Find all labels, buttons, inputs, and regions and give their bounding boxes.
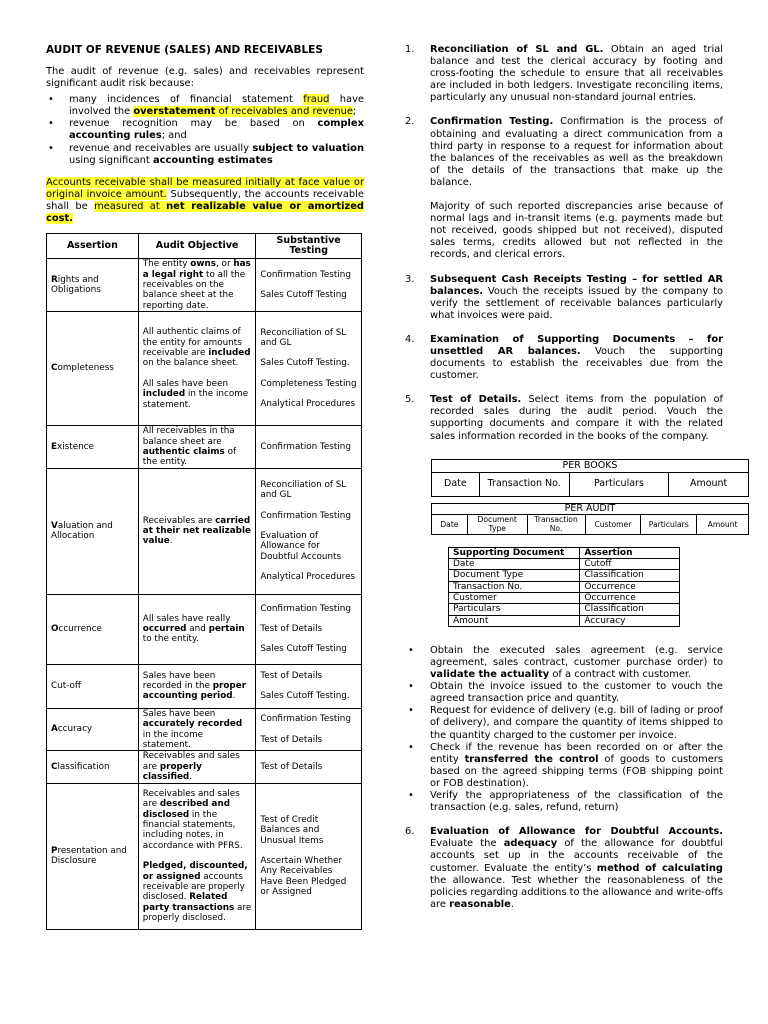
testing-cell: Confirmation Testing: [256, 426, 362, 469]
assertion-cell: Occurrence: [47, 594, 139, 664]
testing-cell: Reconciliation of SL and GL Sales Cutoff Testing. Completeness Testing Analytical Procedures: [256, 312, 362, 426]
table-row: [47, 468, 362, 594]
assertion-cell: Presentation and Disclosure: [47, 783, 139, 929]
intro-paragraph: The audit of revenue (e.g. sales) and receivables represent significant audit risk because:: [46, 66, 364, 90]
column-header: Audit Objective: [138, 234, 256, 259]
procedure-item: 4. Examination of Supporting Documents – for unsettled AR balances. Vouch the supporting documents to establish the receivables due from the customer.: [405, 333, 723, 382]
objective-cell: Sales have been accurately recorded in the income statement.: [138, 708, 256, 751]
procedure-item: 1. Reconciliation of SL and GL. Obtain an aged trial balance and test the clerical accuracy by footing and cross-footing the schedule to ensure that all receivables are included in both ledgers. Investigate reconciling items, particularly any unusual non-standard journal entries.: [405, 44, 723, 104]
column-header: Assertion: [580, 547, 680, 558]
table-row: [47, 708, 362, 751]
testing-cell: Test of Details: [256, 751, 362, 783]
table-row: Date Cutoff: [449, 559, 680, 570]
procedure-list: [405, 44, 723, 443]
column-header: Supporting Document: [449, 547, 580, 558]
column-header: Assertion: [47, 234, 139, 259]
column-header: Date: [432, 473, 480, 497]
table-row: [47, 426, 362, 469]
column-header: Particulars: [569, 473, 669, 497]
assertion-cell: Rights and Obligations: [47, 259, 139, 312]
objective-cell: The entity owns, or has a legal right to all the receivables on the balance sheet at the reporting date.: [138, 259, 256, 312]
testing-cell: Confirmation Testing Sales Cutoff Testing: [256, 259, 362, 312]
testing-cell: Test of Details Sales Cutoff Testing.: [256, 664, 362, 708]
procedure-item: 2. Confirmation Testing. Confirmation is the process of obtaining and evaluating a direct communication from a third party in response to a request for information about the balances of the receivables as well as the breakdown of the details of the transactions that make up the balance. Majority of such reported discrepancies arise because of normal lags and in-transit items (e.g. payments made but not received, goods shipped but not received), disputed sales terms, credits allowed but not reflected in the records, and clerical errors.: [405, 116, 723, 261]
column-header: Transaction No.: [527, 515, 585, 534]
table-row: Customer Occurrence: [449, 593, 680, 604]
column-header: Customer: [585, 515, 641, 534]
column-header: Particulars: [641, 515, 697, 534]
testing-cell: Confirmation Testing Test of Details Sales Cutoff Testing: [256, 594, 362, 664]
table-row: Document Type Classification: [449, 570, 680, 581]
list-item: • Obtain the invoice issued to the customer to vouch the agreed transaction price and quantity.: [405, 681, 723, 705]
assertion-table: [46, 233, 362, 930]
left-column: [46, 38, 364, 930]
list-item: • Obtain the executed sales agreement (e.g. service agreement, sales contract, customer purchase order) to validate the actuality of a contract with customer.: [405, 645, 723, 681]
procedure-list-continued: [405, 826, 723, 911]
objective-cell: Receivables and sales are properly classified.: [138, 751, 256, 783]
list-item: • Verify the appropriateness of the classification of the transaction (e.g. sales, refund, return): [405, 790, 723, 814]
assertion-cell: Accuracy: [47, 708, 139, 751]
assertion-cell: Cut-off: [47, 664, 139, 708]
right-column: [405, 44, 738, 923]
objective-cell: Receivables are carried at their net realizable value.: [138, 468, 256, 594]
list-item: • revenue and receivables are usually subject to valuation using significant accounting estimates: [46, 143, 364, 167]
list-item: • revenue recognition may be based on complex accounting rules; and: [46, 118, 364, 142]
assertion-cell: Existence: [47, 426, 139, 469]
testing-cell: Confirmation Testing Test of Details: [256, 708, 362, 751]
per-books-table: [431, 459, 749, 498]
procedure-item: 3. Subsequent Cash Receipts Testing – for settled AR balances. Vouch the receipts issued by the company to verify the settlement of receivable balances particularly what invoices were paid.: [405, 273, 723, 321]
list-item: • Request for evidence of delivery (e.g. bill of lading or proof of delivery), and compare the quantity of items shipped to the quantity charged to the customer per invoice.: [405, 705, 723, 741]
objective-cell: Receivables and sales are described and disclosed in the financial statements, including notes, in accordance with PFRS. Pledged, discounted, or assigned accounts receivable are properly disclosed. Related party transactions are properly disclosed.: [138, 783, 256, 929]
document-title: AUDIT OF REVENUE (SALES) AND RECEIVABLES: [46, 44, 323, 56]
column-header: Document Type: [467, 515, 527, 534]
testing-cell: Reconciliation of SL and GL Confirmation Testing Evaluation of Allowance for Doubtful Accounts Analytical Procedures: [256, 468, 362, 594]
measurement-paragraph: Accounts receivable shall be measured initially at face value or original invoice amount. Subsequently, the accounts receivable shall be measured at net realizable value or amortized cost.: [46, 176, 364, 225]
list-item: • many incidences of financial statement fraud have involved the overstatement of receivables and revenue;: [46, 94, 364, 118]
per-audit-table: [431, 503, 749, 535]
objective-cell: All receivables in tha balance sheet are authentic claims of the entity.: [138, 426, 256, 469]
assertion-cell: Classification: [47, 751, 139, 783]
table-row: Transaction No. Occurrence: [449, 581, 680, 592]
per-audit-title: PER AUDIT: [432, 504, 749, 515]
column-header: Amount: [669, 473, 749, 497]
table-header-row: [47, 234, 362, 259]
table-row: [47, 312, 362, 426]
table-row: [47, 664, 362, 708]
column-header: Date: [432, 515, 468, 534]
column-header: Substantive Testing: [256, 234, 362, 259]
testing-cell: Test of Credit Balances and Unusual Items Ascertain Whether Any Receivables Have Been Pledged or Assigned: [256, 783, 362, 929]
assertion-cell: Valuation and Allocation: [47, 468, 139, 594]
test-of-details-bullets: [405, 645, 723, 814]
table-row: [47, 259, 362, 312]
objective-cell: Sales have been recorded in the proper accounting period.: [138, 664, 256, 708]
objective-cell: All sales have really occurred and pertain to the entity.: [138, 594, 256, 664]
column-header: Transaction No.: [479, 473, 569, 497]
column-header: Amount: [697, 515, 749, 534]
list-item: • Check if the revenue has been recorded on or after the entity transferred the control of goods to customers based on the agreed shipping terms (FOB shipping point or FOB destination).: [405, 742, 723, 790]
table-row: Amount Accuracy: [449, 615, 680, 626]
per-books-title: PER BOOKS: [432, 459, 749, 473]
objective-cell: All authentic claims of the entity for amounts receivable are included on the balance sheet. All sales have been included in the income statement.: [138, 312, 256, 426]
table-row: [47, 751, 362, 783]
procedure-item: 5. Test of Details. Select items from the population of recorded sales during the audit period. Vouch the supporting documents and compare it with the related sales information recorded in the books of the company.: [405, 394, 723, 442]
risk-bullet-list: [46, 94, 364, 167]
discrepancy-paragraph: Majority of such reported discrepancies arise because of normal lags and in-transit items (e.g. payments made but not received, goods shipped but not received), disputed sales terms, credits allowed but not reflected in the records, and clerical errors.: [430, 201, 723, 261]
assertion-cell: Completeness: [47, 312, 139, 426]
procedure-item: 6. Evaluation of Allowance for Doubtful Accounts. Evaluate the adequacy of the allowance for doubtful accounts set up in the accounts receivable of the customer. Evaluate the entity’s method of calculating the allowance. Test whether the reasonableness of the policies regarding additions to the allowance and write-offs are reasonable.: [405, 826, 723, 910]
table-row: [47, 783, 362, 929]
table-row: Particulars Classification: [449, 604, 680, 615]
table-row: [47, 594, 362, 664]
supporting-document-table: [448, 547, 680, 627]
